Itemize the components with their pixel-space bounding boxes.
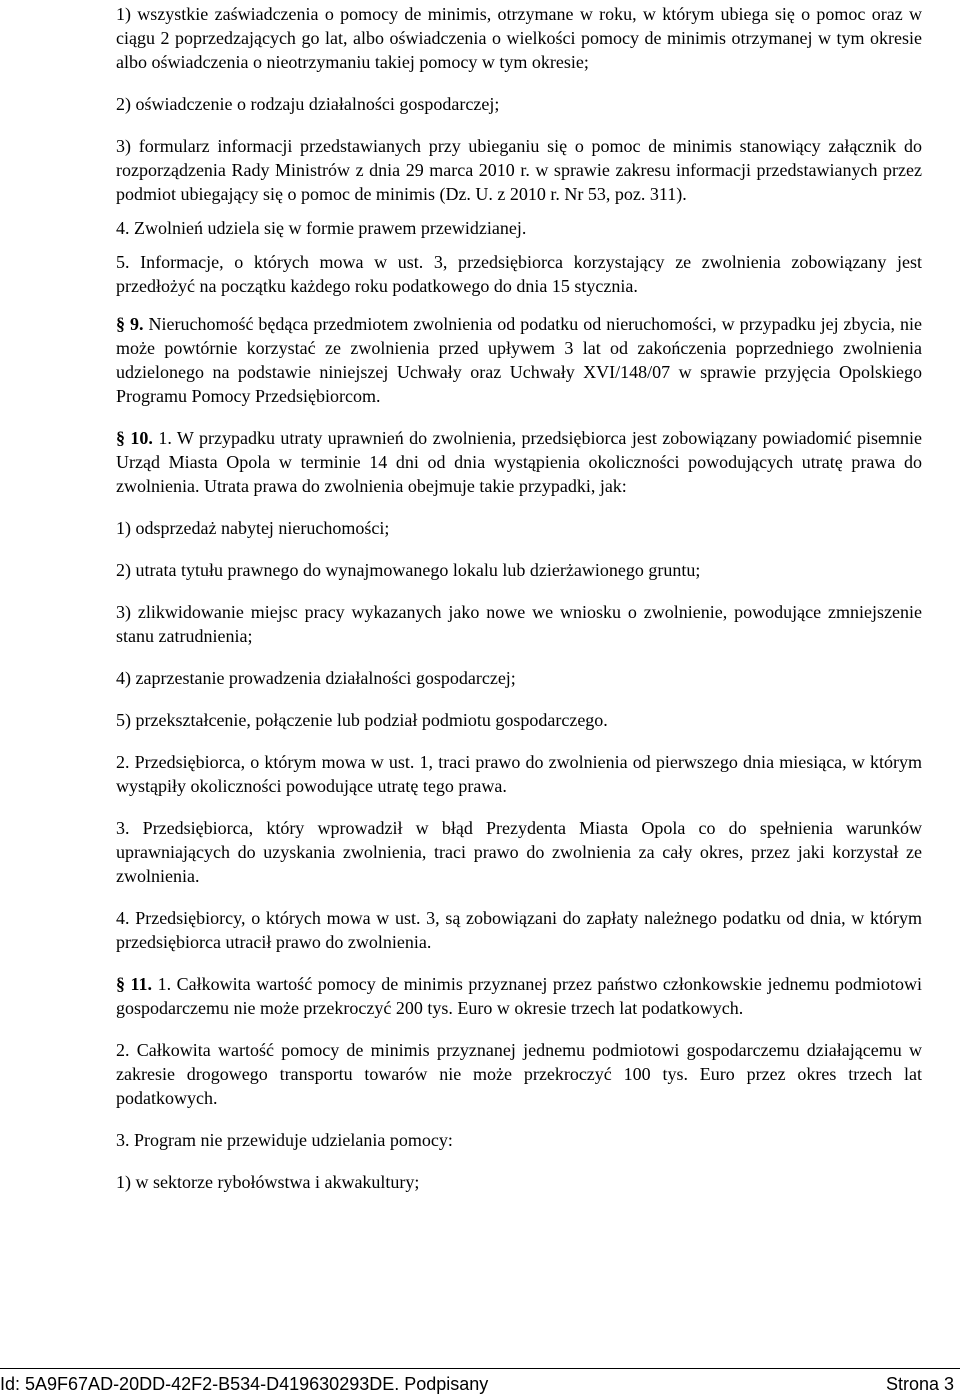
paragraph-1: 1) wszystkie zaświadczenia o pomocy de minimis, otrzymane w roku, w którym ubiega się o pomoc oraz w ciągu 2 poprzedzających go lat, albo oświadczenia o wielkości pomocy de minimis otrzymanej w tym okresie albo oświadczenia o nieotrzymaniu takiej pomocy w tym okresie; [116,4,922,72]
list-item-10-1: 1) odsprzedaż nabytej nieruchomości; [116,518,390,538]
list-item-10-3: 3) zlikwidowanie miejsc pracy wykazanych jako nowe we wniosku o zwolnienie, powodujące zmniejszenie stanu zatrudnienia; [116,602,922,646]
paragraph-10-4: 4. Przedsiębiorcy, o których mowa w ust. 3, są zobowiązani do zapłaty należnego podatku od dnia, w którym przedsiębiorca utracił prawo do zwolnienia. [116,908,922,952]
paragraph-11-2: 2. Całkowita wartość pomocy de minimis przyznanej jednemu podmiotowi gospodarczemu działającemu w zakresie drogowego transportu towarów nie może przekroczyć 100 tys. Euro przez okres trzech lat podatkowych. [116,1040,922,1108]
paragraph-4: 4. Zwolnień udziela się w formie prawem przewidzianej. [116,218,527,238]
paragraph-section-9 [116,312,922,408]
page-number: Strona 3 [885,1374,954,1394]
paragraph-11-3: 3. Program nie przewiduje udzielania pomocy: [116,1130,453,1150]
document-body [116,0,922,1194]
paragraph-10-2: 2. Przedsiębiorca, o którym mowa w ust. 1, traci prawo do zwolnienia od pierwszego dnia miesiąca, w którym wystąpiły okoliczności powodujące utratę tego prawa. [116,752,922,796]
paragraph-section-11 [116,972,922,1020]
section-number-9: § 9. [116,314,144,334]
list-item-11-3-1: 1) w sektorze rybołówstwa i akwakultury; [116,1172,420,1192]
list-item-10-5: 5) przekształcenie, połączenie lub podział podmiotu gospodarczego. [116,710,608,730]
page-footer [0,1368,960,1399]
list-item-10-4: 4) zaprzestanie prowadzenia działalności gospodarczej; [116,668,516,688]
paragraph-10-3: 3. Przedsiębiorca, który wprowadził w błąd Prezydenta Miasta Opola co do spełnienia warunków uprawniających do uzyskania zwolnienia, traci prawo do zwolnienia za cały okres, przez jaki korzystał ze zwolnienia. [116,818,922,886]
paragraph-3: 3) formularz informacji przedstawianych przy ubieganiu się o pomoc de minimis stanowiący załącznik do rozporządzenia Rady Ministrów z dnia 29 marca 2010 r. w sprawie zakresu informacji przedstawianych przez podmiot ubiegający się o pomoc de minimis (Dz. U. z 2010 r. Nr 53, poz. 311). [116,136,922,204]
list-item-10-2: 2) utrata tytułu prawnego do wynajmowanego lokalu lub dzierżawionego gruntu; [116,560,701,580]
paragraph-2: 2) oświadczenie o rodzaju działalności gospodarczej; [116,94,500,114]
section-number-11: § 11. [116,974,153,994]
section-number-10: § 10. [116,428,153,448]
section-9-text: Nieruchomość będąca przedmiotem zwolnienia od podatku od nieruchomości, w przypadku jej zbycia, nie może powtórnie korzystać ze zwolnienia przed upływem 3 lat od zakończenia poprzedniego zwolnienia udzielonego na podstawie niniejszej Uchwały oraz Uchwały XVI/148/07 w sprawie przyjęcia Opolskiego Programu Pomocy Przedsiębiorcom. [116,314,922,406]
paragraph-5: 5. Informacje, o których mowa w ust. 3, przedsiębiorca korzystający ze zwolnienia zobowiązany jest przedłożyć na początku każdego roku podatkowego do dnia 15 stycznia. [116,252,922,296]
document-id: Id: 5A9F67AD-20DD-42F2-B534-D419630293DE. Podpisany [0,1374,489,1394]
section-11-text: 1. Całkowita wartość pomocy de minimis przyznanej przez państwo członkowskie jednemu podmiotowi gospodarczemu nie może przekroczyć 200 tys. Euro w okresie trzech lat podatkowych. [116,974,922,1018]
section-10-text: 1. W przypadku utraty uprawnień do zwolnienia, przedsiębiorca jest zobowiązany powiadomić pisemnie Urząd Miasta Opola w terminie 14 dni od dnia wystąpienia okoliczności powodujących utratę prawa do zwolnienia. Utrata prawa do zwolnienia obejmuje takie przypadki, jak: [116,428,922,496]
paragraph-section-10 [116,426,922,498]
